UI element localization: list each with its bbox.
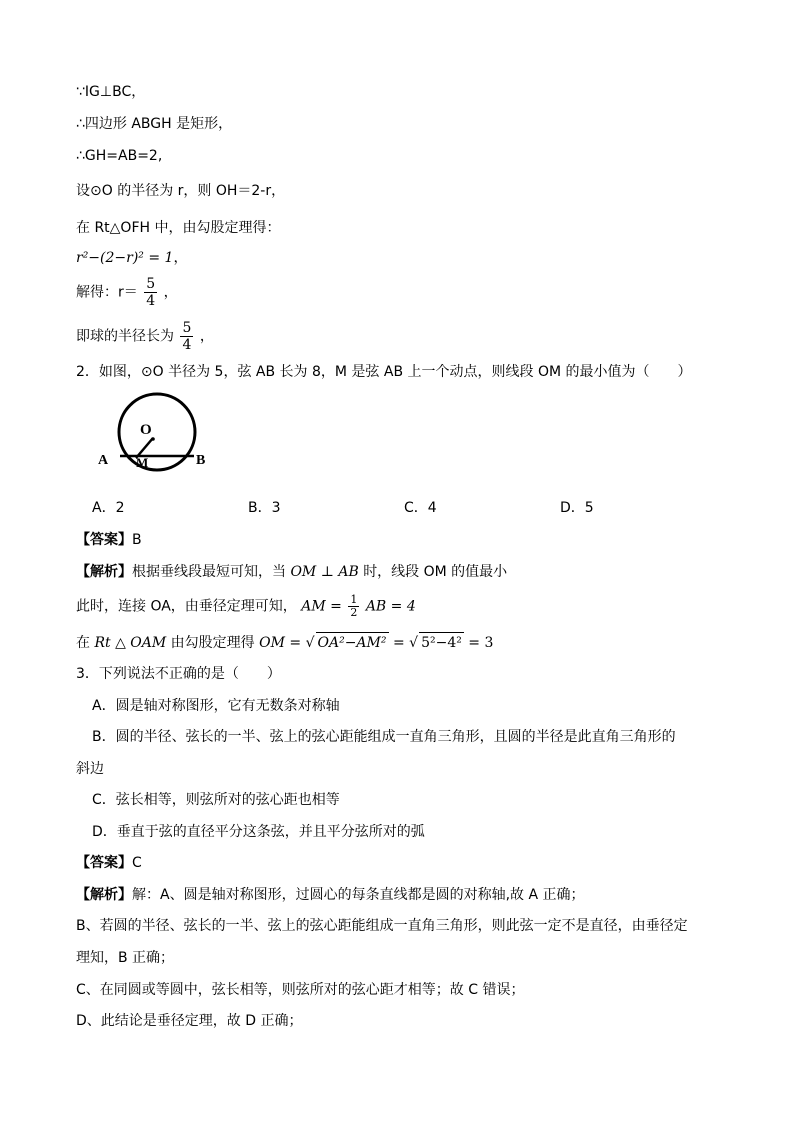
line-ball-radius: 即球的半径长为 $\frac{5}{4}$ ，: [76, 320, 214, 353]
answer-line: [76, 530, 142, 550]
analysis-line-1: 【解析】根据垂线段最短可知，当 OM ⊥ AB 时，线段 OM 的值最小: [76, 564, 508, 580]
line-pythagoras: 在 Rt△OFH 中，由勾股定理得：: [76, 220, 281, 236]
label-m: M: [136, 455, 149, 470]
line-rectangle: ∴四边形 ABGH 是矩形，: [76, 116, 233, 132]
line-equation: r²−(2−r)² = 1，: [76, 250, 188, 266]
option-b: B．3: [248, 500, 281, 516]
label-b: B: [196, 453, 206, 468]
question-2-stem: 2．如图，⊙O 半径为 5，弦 AB 长为 8，M 是弦 AB 上一个动点，则线段 OM 的最小值为（ ）: [76, 364, 692, 380]
q3-analysis-line-2: B、若圆的半径、弦长的一半、弦上的弦心距能组成一直角三角形，则此弦一定不是直径，由垂径定: [76, 918, 688, 934]
q3-analysis-line-1: 【解析】解：A、圆是轴对称图形，过圆心的每条直线都是圆的对称轴,故 A 正确；: [76, 887, 585, 903]
q3-analysis-line-4: C、在同圆或等圆中，弦长相等，则弦所对的弦心距才相等；故 C 错误；: [76, 982, 525, 998]
fraction-five-fourths: $\frac{5}{4}$: [182, 320, 192, 353]
line-ig-perp-bc: ∵IG⊥BC，: [76, 84, 146, 100]
fraction-five-fourths: $\frac{5}{4}$: [146, 276, 156, 309]
option-a: A．2: [92, 500, 125, 516]
label-o: O: [140, 422, 152, 438]
answer-tag: 【答案】: [76, 532, 132, 548]
line-gh-ab: ∴GH=AB=2,: [76, 148, 163, 164]
option-d: D．5: [560, 500, 594, 516]
q3-option-a: A．圆是轴对称图形，它有无数条对称轴: [92, 698, 340, 714]
analysis-line-2: 此时，连接 OA，由垂径定理可知， AM = $\frac{1}{2}$ AB = 4: [76, 593, 416, 619]
equation-r: r²−(2−r)² = 1: [76, 250, 174, 266]
sqrt-sign: √: [409, 635, 419, 651]
q3-option-d: D．垂直于弦的直径平分这条弦，并且平分弦所对的弧: [92, 824, 425, 840]
label-a: A: [98, 453, 109, 468]
line-solve-r: 解得：r＝ $\frac{5}{4}$ ，: [76, 276, 178, 309]
analysis-tag: 【解析】: [76, 887, 132, 903]
line-radius-r: 设⊙O 的半径为 r，则 OH＝2-r，: [76, 183, 286, 199]
q3-option-b-cont: 斜边: [76, 761, 104, 777]
answer-tag: 【答案】: [76, 855, 132, 871]
circle-chord-figure: [96, 388, 216, 480]
q3-answer-line: [76, 853, 142, 873]
q3-analysis-line-5: D、此结论是垂径定理，故 D 正确；: [76, 1013, 303, 1029]
center-dot: [151, 437, 155, 441]
sqrt-sign: √: [305, 635, 315, 651]
analysis-tag: 【解析】: [76, 564, 132, 580]
answer-value: B: [132, 532, 142, 548]
answer-value: C: [132, 855, 142, 871]
q3-option-c: C．弦长相等，则弦所对的弦心距也相等: [92, 792, 340, 808]
option-c: C．4: [404, 500, 437, 516]
analysis-line-3: 在 Rt △ OAM 由勾股定理得 OM = √ OA²−AM² = √ 5²−4² = 3: [76, 632, 493, 653]
fraction-one-half: $\frac{1}{2}$: [350, 593, 358, 619]
circle-o: [119, 394, 195, 470]
q3-option-b: B．圆的半径、弦长的一半、弦上的弦心距能组成一直角三角形，且圆的半径是此直角三角形的: [92, 729, 676, 745]
q3-analysis-line-3: 理知，B 正确；: [76, 950, 175, 966]
question-3-stem: 3．下列说法不正确的是（ ）: [76, 666, 281, 682]
